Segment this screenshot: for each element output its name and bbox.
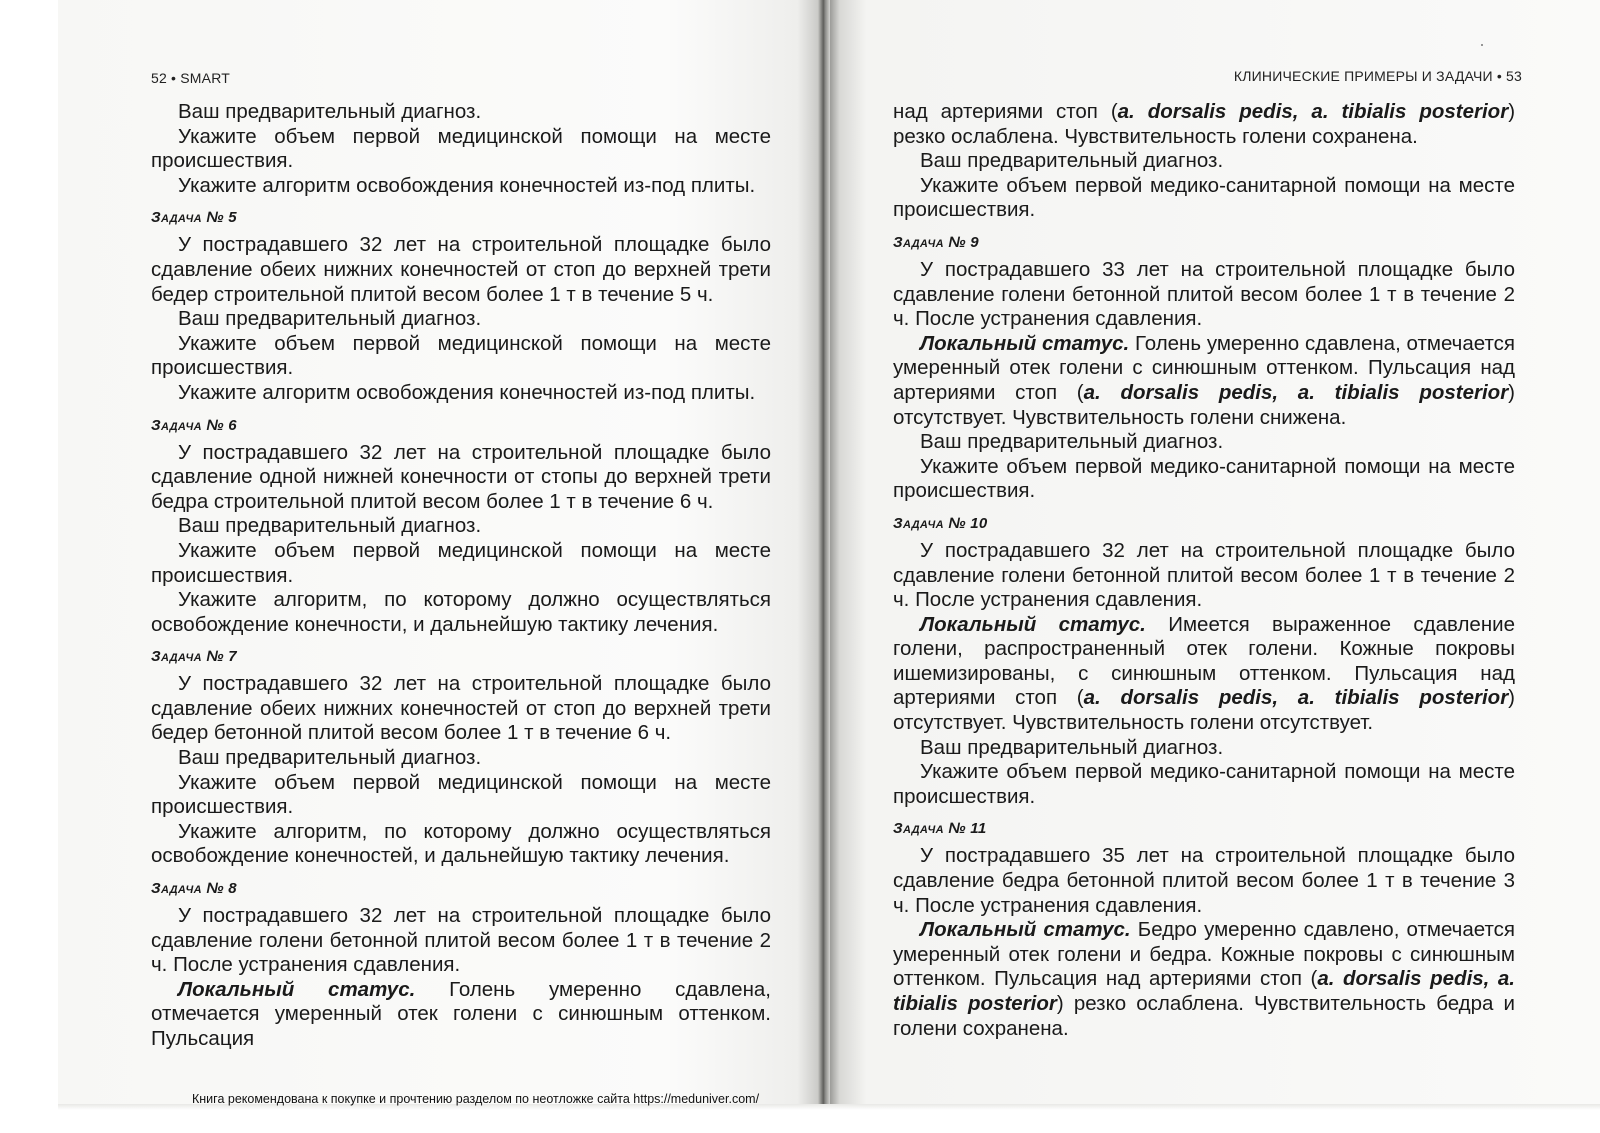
- local-status-paragraph: [151, 978, 771, 1052]
- paragraph: Укажите объем первой медицинской помощи на месте происшествия.: [151, 124, 771, 173]
- paragraph: Ваш предварительный диагноз.: [178, 514, 482, 538]
- local-status-paragraph: [893, 918, 1515, 1041]
- paragraph: Укажите объем первой медико-санитарной помощи на месте происшествия.: [893, 173, 1515, 222]
- text-run: Голень умеренно сдавлена, отмечается умеренный отек голени с синюшным оттенком. Пульсация над артериями стоп (: [893, 331, 1515, 404]
- task-heading: Задача № 7: [151, 648, 237, 666]
- paragraph: Ваш предварительный диагноз.: [178, 307, 482, 331]
- local-status-label: Локальный статус.: [920, 612, 1146, 636]
- left-page-text: [151, 100, 771, 1052]
- text-run: над артериями стоп (: [893, 100, 1118, 123]
- paragraph: Укажите алгоритм освобождения конечностей из-под плиты.: [178, 173, 756, 197]
- local-status-paragraph: [893, 332, 1515, 430]
- task-heading: Задача № 9: [893, 233, 979, 251]
- local-status-paragraph: [893, 613, 1515, 736]
- local-status-text: Голень умеренно сдавлена, отмечается умеренный отек голени с синюшным оттенком. Пульсация: [151, 977, 771, 1050]
- latin-term: a. dorsalis pedis, a. tibialis posterior: [1083, 686, 1509, 710]
- paragraph: У пострадавшего 32 лет на строительной площадке было сдавление голени бетонной плитой весом более 1 т в течение 2 ч. После устранения сдавления.: [893, 538, 1515, 612]
- paragraph: У пострадавшего 32 лет на строительной площадке было сдавление одной нижней конечности от стопы до верхней трети бедра строительной плитой весом более 1 т в течение 6 ч.: [151, 440, 771, 513]
- paragraph: Ваш предварительный диагноз.: [920, 430, 1224, 454]
- book-gutter: [818, 0, 830, 1110]
- paragraph: Ваш предварительный диагноз.: [920, 735, 1224, 759]
- paragraph: Укажите объем первой медицинской помощи на месте происшествия.: [151, 538, 771, 587]
- paragraph: Ваш предварительный диагноз.: [178, 100, 482, 123]
- paragraph: У пострадавшего 32 лет на строительной площадке было сдавление обеих нижних конечностей от стоп до верхней трети бедер строительной плитой весом более 1 т в течение 5 ч.: [151, 233, 771, 306]
- paragraph: Укажите объем первой медико-санитарной помощи на месте происшествия.: [893, 760, 1515, 808]
- task-heading: Задача № 5: [151, 209, 237, 227]
- left-running-head: 52 • SMART: [151, 70, 230, 86]
- paragraph: У пострадавшего 35 лет на строительной площадке было сдавление бедра бетонной плитой весом более 1 т в течение 3 ч. После устранения сдавления.: [893, 844, 1515, 917]
- paragraph: Укажите объем первой медицинской помощи на месте происшествия.: [151, 770, 771, 819]
- paragraph: Укажите объем первой медицинской помощи на месте происшествия.: [151, 331, 771, 380]
- paragraph: У пострадавшего 33 лет на строительной площадке было сдавление голени бетонной плитой весом более 1 т в течение 2 ч. После устранения сдавления.: [893, 257, 1515, 331]
- text-run: ) резко ослаблена. Чувствительность бедра и голени сохранена.: [893, 992, 1515, 1040]
- paragraph: Укажите алгоритм, по которому должно осуществляться освобождение конечностей, и дальнейшую тактику лечения.: [151, 819, 771, 868]
- text-run: Бедро умеренно сдавлено, отмечается умеренный отек голени и бедра. Кожные покровы с синюшным оттенком. Пульсация над артериями стоп (: [893, 918, 1515, 991]
- latin-term: a. dorsalis pedis, a. tibialis posterior: [1117, 100, 1509, 123]
- paragraph: У пострадавшего 32 лет на строительной площадке было сдавление обеих нижних конечностей от стоп до верхней трети бедер бетонной плитой весом более 1 т в течение 6 ч.: [151, 672, 771, 745]
- latin-term: a. dorsalis pedis, a. tibialis posterior: [893, 967, 1516, 1015]
- scan-speck: [1481, 44, 1483, 46]
- footer-note: Книга рекомендована к покупке и прочтению разделом по неотложке сайта https://meduniver.com/: [192, 1092, 760, 1106]
- paragraph: У пострадавшего 32 лет на строительной площадке было сдавление голени бетонной плитой весом более 1 т в течение 2 ч. После устранения сдавления.: [151, 904, 771, 977]
- task-heading: Задача № 11: [893, 820, 987, 838]
- latin-term: a. dorsalis pedis, a. tibialis posterior: [1083, 380, 1509, 404]
- paragraph: Ваш предварительный диагноз.: [178, 746, 482, 770]
- text-run: ) резко ослаблена. Чувствительность голени сохранена.: [893, 100, 1516, 148]
- task-heading: Задача № 8: [151, 880, 237, 898]
- right-running-head: КЛИНИЧЕСКИЕ ПРИМЕРЫ И ЗАДАЧИ • 53: [1233, 68, 1522, 84]
- task-heading: Задача № 10: [893, 514, 988, 532]
- local-status-label: Локальный статус.: [920, 918, 1131, 942]
- paragraph: Укажите алгоритм, по которому должно осуществляться освобождение конечности, и дальнейшую тактику лечения.: [151, 588, 771, 636]
- local-status-label: Локальный статус.: [178, 977, 416, 1001]
- text-run: ) отсутствует. Чувствительность голени снижена.: [893, 380, 1515, 429]
- right-page-text: [893, 100, 1515, 1041]
- text-run: ) отсутствует. Чувствительность голени отсутствует.: [893, 686, 1515, 735]
- paragraph: Укажите алгоритм освобождения конечностей из-под плиты.: [178, 380, 756, 404]
- local-status-label: Локальный статус.: [920, 331, 1130, 355]
- continued-paragraph: [893, 100, 1515, 149]
- paragraph: Ваш предварительный диагноз.: [920, 149, 1224, 173]
- text-run: Имеется выраженное сдавление голени, распространенный отек голени. Кожные покровы ишемизированы, с синюшным оттенком. Пульсация над артериями стоп (: [893, 612, 1515, 710]
- paragraph: Укажите объем первой медико-санитарной помощи на месте происшествия.: [893, 454, 1515, 503]
- task-heading: Задача № 6: [151, 416, 237, 434]
